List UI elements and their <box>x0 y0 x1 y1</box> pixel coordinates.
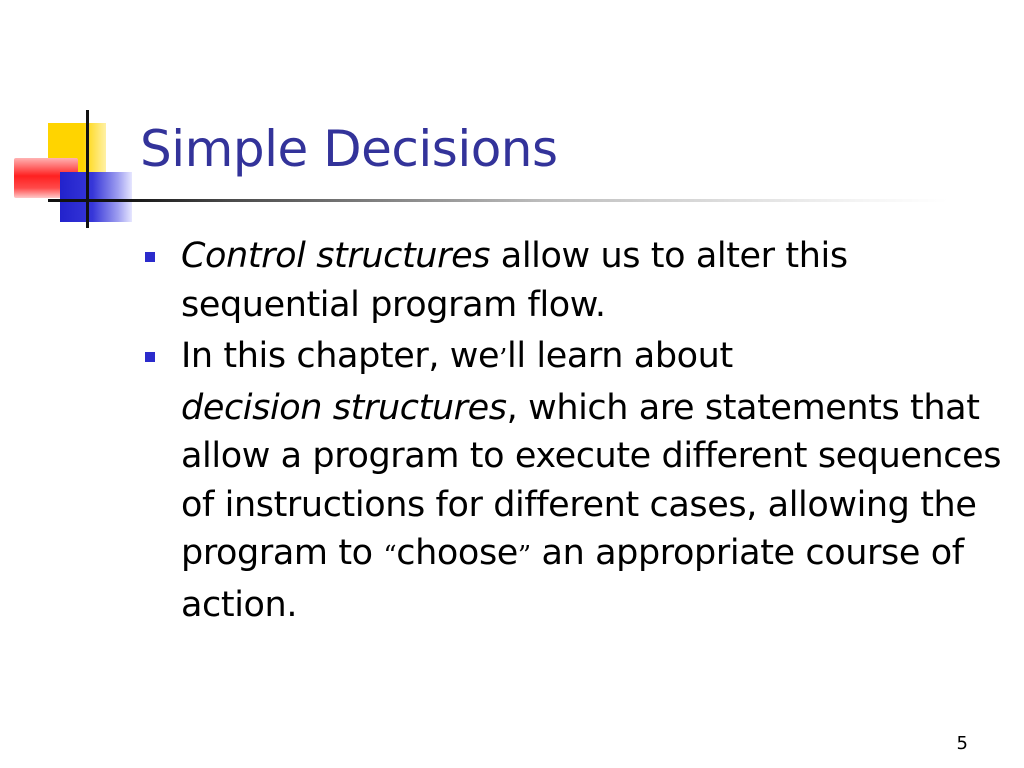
open-quote: “ <box>383 541 397 571</box>
bullet-list <box>145 232 1007 632</box>
bullet-text: , which are statements that allow a program to execute different sequences of instructions for different cases, allowing the program to <box>181 387 1002 573</box>
bullet-item <box>145 232 1007 329</box>
bullet-text: ll learn about <box>507 336 733 376</box>
corner-ornament-icon <box>0 0 140 240</box>
ornament-blue-square <box>60 172 132 222</box>
bullet-emphasis: Control structures <box>181 236 491 276</box>
bullet-item <box>145 332 1007 629</box>
bullet-emphasis: decision structures <box>181 387 507 428</box>
apostrophe: ’ <box>499 344 508 374</box>
quoted-word: choose <box>396 533 518 573</box>
page-number: 5 <box>956 733 968 754</box>
title-underline <box>48 199 948 202</box>
bullet-text: allow us to alter this sequential program flow. <box>181 236 848 325</box>
bullet-text: In this chapter, we <box>181 336 500 376</box>
square-bullet-icon <box>145 352 155 362</box>
close-quote: ” <box>517 541 531 571</box>
ornament-vertical-line <box>86 110 89 228</box>
bullet-text: an appropriate course of action. <box>181 533 964 625</box>
square-bullet-icon <box>145 252 155 262</box>
slide-title: Simple Decisions <box>140 120 558 178</box>
